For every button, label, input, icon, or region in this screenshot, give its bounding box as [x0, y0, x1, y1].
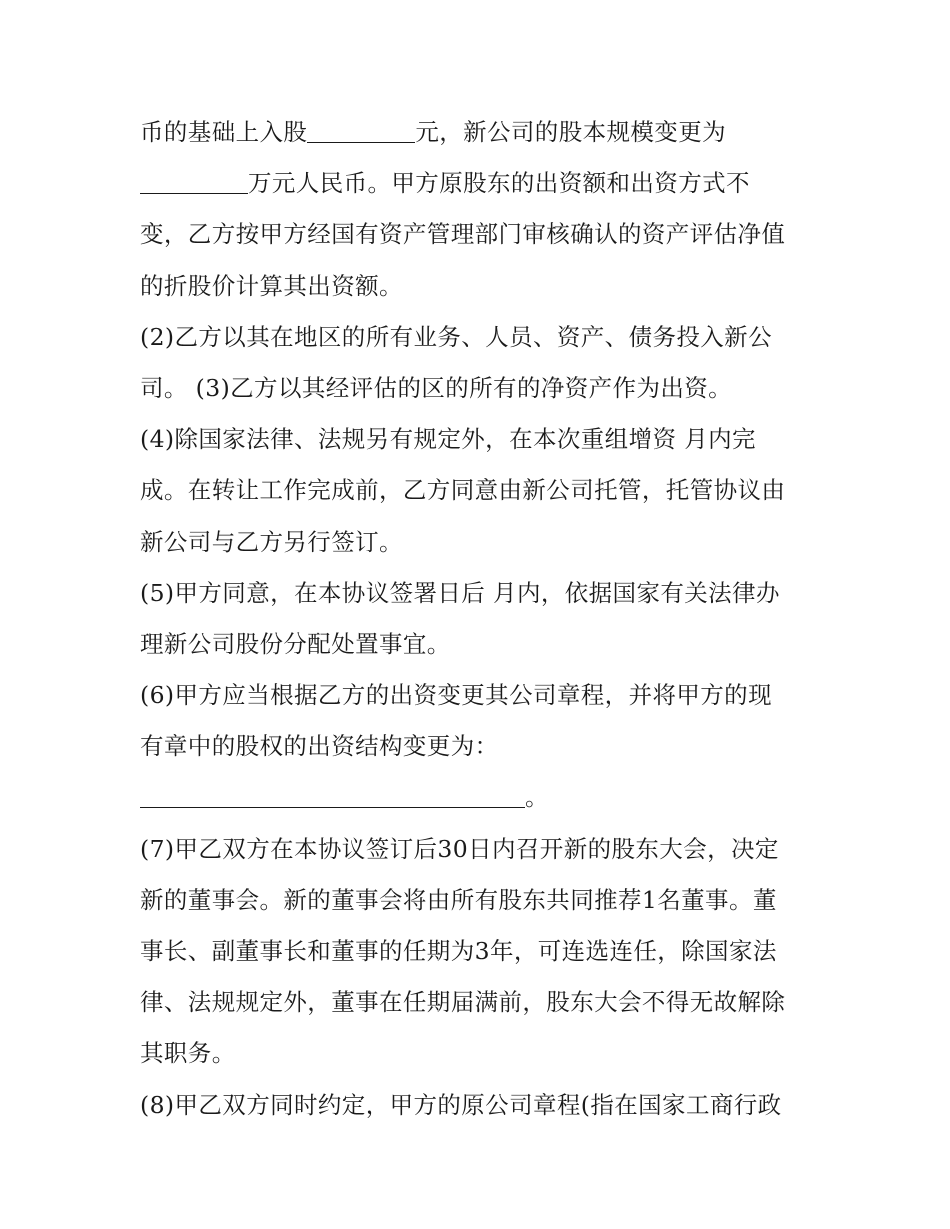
text-line-8 — [140, 465, 820, 516]
line-text: 有章中的股权的出资结构变更为： — [140, 732, 499, 761]
text-line-10 — [140, 568, 820, 619]
line-text: (4)除国家法律、法规另有规定外，在本次重组增资 月内完 — [140, 425, 756, 454]
line-text: 新的董事会。新的董事会将由所有股东共同推荐1名董事。董 — [140, 885, 777, 914]
document-body — [140, 107, 820, 1131]
text-line-14 — [140, 772, 820, 823]
line-text: (8)甲乙双方同时约定，甲方的原公司章程(指在国家工商行政 — [140, 1090, 782, 1119]
text-line-4 — [140, 261, 820, 312]
text-line-17 — [140, 926, 820, 977]
text-line-5 — [140, 312, 820, 363]
line-text: (5)甲方同意，在本协议签署日后 月内，依据国家有关法律办 — [140, 578, 780, 607]
fill-in-blank — [140, 783, 525, 809]
line-text: 律、法规规定外，董事在任期届满前，股东大会不得无故解除 — [140, 988, 786, 1017]
text-line-20 — [140, 1080, 820, 1131]
line-text: 司。 (3)乙方以其经评估的区的所有的净资产作为出资。 — [140, 373, 733, 402]
text-line-15 — [140, 824, 820, 875]
line-text: (7)甲乙双方在本协议签订后30日内召开新的股东大会，决定 — [140, 834, 779, 863]
text-line-9 — [140, 517, 820, 568]
line-text: 变，乙方按甲方经国有资产管理部门审核确认的资产评估净值 — [140, 220, 786, 249]
line-text: 币的基础上入股 — [140, 118, 308, 146]
fill-in-blank — [140, 168, 248, 194]
line-text: 新公司与乙方另行签订。 — [140, 527, 403, 556]
text-line-3 — [140, 209, 820, 260]
text-line-16 — [140, 875, 820, 926]
line-text: 事长、副董事长和董事的任期为3年，可连选连任，除国家法 — [140, 937, 777, 965]
line-text: (2)乙方以其在地区的所有业务、人员、资产、债务投入新公 — [140, 322, 772, 351]
text-line-2 — [140, 158, 820, 209]
text-line-1 — [140, 107, 820, 158]
line-text: 元，新公司的股本规模变更为 — [415, 118, 727, 146]
line-text: 。 — [525, 783, 549, 812]
line-text: (6)甲方应当根据乙方的出资变更其公司章程，并将甲方的现 — [140, 681, 772, 710]
line-text: 其职务。 — [140, 1039, 236, 1068]
text-line-12 — [140, 670, 820, 721]
fill-in-blank — [307, 117, 415, 143]
line-text: 成。在转让工作完成前，乙方同意由新公司托管，托管协议由 — [140, 476, 786, 505]
text-line-19 — [140, 1028, 820, 1079]
line-text: 万元人民币。甲方原股东的出资额和出资方式不 — [248, 169, 750, 198]
text-line-7 — [140, 414, 820, 465]
line-text: 的折股价计算其出资额。 — [140, 271, 403, 300]
text-line-11 — [140, 619, 820, 670]
line-text: 理新公司股份分配处置事宜。 — [140, 629, 451, 658]
text-line-13 — [140, 721, 820, 772]
text-line-6 — [140, 363, 820, 414]
text-line-18 — [140, 977, 820, 1028]
